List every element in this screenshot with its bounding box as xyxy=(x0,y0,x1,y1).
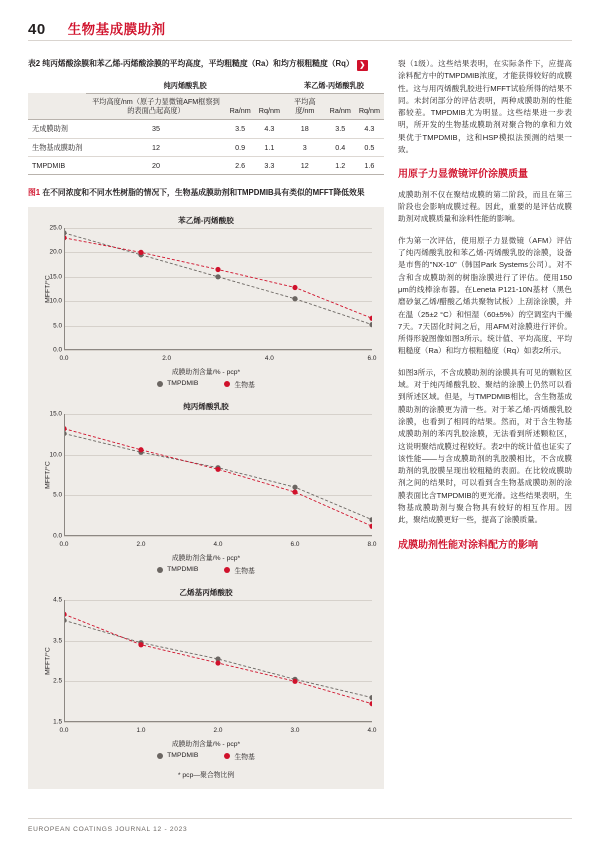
table-group-styrene-acrylic: 苯乙烯-丙烯酸乳胶 xyxy=(284,78,384,93)
table-row xyxy=(28,138,384,156)
row-label: TMPDMIB xyxy=(28,156,86,174)
chart-y-tick: 2.5 xyxy=(53,677,62,685)
chart-gridline xyxy=(64,350,372,351)
table-col-0 xyxy=(28,93,86,119)
header-divider xyxy=(28,40,572,41)
legend-label: TMPDMIB xyxy=(167,380,199,388)
legend-item-biobased xyxy=(224,751,254,761)
chart-y-axis-label: MFFT/°C xyxy=(44,461,52,489)
chart-x-tick: 6.0 xyxy=(367,354,377,362)
running-title: 生物基成膜助剂 xyxy=(67,22,166,37)
chart-plot-area xyxy=(44,410,377,548)
chart-plot-area xyxy=(44,596,377,734)
cell: 3 xyxy=(284,138,326,156)
chart-legend xyxy=(34,379,378,389)
legend-marker-icon xyxy=(157,753,163,759)
table-col-1: 平均高度/nm（原子力显微镜AFM框察到的表面凸起高度） xyxy=(92,96,220,116)
table-group-blank xyxy=(28,78,86,93)
pcp-footnote: * pcp—聚合物比例 xyxy=(177,771,235,779)
chart-pure-acrylic xyxy=(34,401,378,575)
cell: 0.9 xyxy=(226,138,255,156)
table-col-4: 平均高度/nm xyxy=(294,96,316,116)
right-column xyxy=(398,58,572,559)
table-row xyxy=(28,156,384,174)
legend-item-tmpdmib xyxy=(157,565,198,575)
chart-x-tick: 2.0 xyxy=(162,354,172,362)
chart-y-tick: 10.0 xyxy=(49,451,62,459)
cell: 2.6 xyxy=(226,156,255,174)
figure-caption-text: 在不同浓度和不同水性树脂的情况下，生物基成膜助剂和TMPDMIB具有类似的MFFT降低效果 xyxy=(42,188,365,198)
cell: 3.5 xyxy=(326,120,355,138)
chart-x-tick: 0.0 xyxy=(59,540,69,548)
paragraph-2: 成膜助剂不仅在聚结成膜的第二阶段，而且在第三阶段也会影响成膜过程。因此，重要的是评估成膜助剂对成膜质量和涂料性能的影响。 xyxy=(398,189,572,224)
legend-label: 生物基 xyxy=(234,753,255,761)
chart-gridline xyxy=(64,722,372,723)
table-row xyxy=(28,120,384,138)
results-table xyxy=(28,78,384,175)
cell: 3.3 xyxy=(255,156,284,174)
cell: 1.1 xyxy=(255,138,284,156)
chart-x-axis xyxy=(64,535,372,536)
section-heading-afm: 用原子力显微镜评价涂膜质量 xyxy=(398,169,528,181)
chart-x-tick: 0.0 xyxy=(59,726,69,734)
legend-marker-icon xyxy=(224,753,230,759)
chart-gridline xyxy=(64,536,372,537)
figure-caption xyxy=(28,187,384,199)
table-col-6: Rq/nm xyxy=(358,106,380,116)
chart-y-tick: 4.5 xyxy=(53,596,62,604)
cell: 18 xyxy=(284,120,326,138)
cell: 12 xyxy=(284,156,326,174)
chart-title: 苯乙烯-丙烯酸胶 xyxy=(178,215,234,225)
legend-label: 生物基 xyxy=(234,567,255,575)
chart-y-tick: 0.0 xyxy=(53,532,62,540)
chart-y-tick: 1.5 xyxy=(53,718,62,726)
chart-x-tick: 0.0 xyxy=(59,354,69,362)
cell: 0.4 xyxy=(326,138,355,156)
chart-y-axis-label: MFFT/°C xyxy=(44,275,52,303)
chart-title: 纯丙烯酸乳胶 xyxy=(183,401,229,411)
paragraph-1: 裂（1级）。这些结果表明，在实际条件下，应提高涂料配方中的TMPDMIB浓度，才能获得较好的成膜性。这与用丙烯酸乳胶进行MFFT试验所得的结果不同。未封闭部分的评估表明，两种成膜助剂的性能都较差。TMPDMIB尤为明显。这些结果进一步表明，所开发的生物基成膜助剂对聚合物的拿和力效果优于TMPDMIB，这和HSP模拟法预测的结果一致。 xyxy=(398,59,572,155)
cell: 12 xyxy=(86,138,225,156)
legend-label: 生物基 xyxy=(234,381,255,389)
chart-x-tick: 4.0 xyxy=(213,540,223,548)
paragraph-3: 作为第一次评估，使用原子力显微镜（AFM）评估了纯丙烯酸乳胶和苯乙烯-丙烯酸乳胶的涂膜，设备是市售的"NX-10"（韩国Park Systems公司）。对不含和含成膜助剂的树脂涂膜进行了评估。使用150 μm的线棒涂布器。在Leneta P121-10N基材（黑色磨砂氯乙烯/醋酸乙烯共聚物试板）上刮涂涂膜，并在温（25±2 °C）和恒湿（60±5%）的空调室内干燥7天。7天固化时间之后，用AFM对涂膜进行评价。所得形貌图像如图3所示。统计值、平均高度、平均粗糙度（Ra）和均方根粗糙度（Rq）如表2所示。 xyxy=(398,235,572,356)
chart-x-tick: 2.0 xyxy=(136,540,146,548)
chart-styrene-acrylic xyxy=(34,215,378,389)
chart-y-tick: 15.0 xyxy=(49,410,62,418)
chart-y-axis xyxy=(64,414,65,536)
legend-item-biobased xyxy=(224,379,254,389)
figure-panel xyxy=(28,207,384,789)
chart-y-tick: 5.0 xyxy=(53,491,62,499)
cell: 4.3 xyxy=(355,120,384,138)
chart-x-axis xyxy=(64,349,372,350)
chart-x-axis-label: 成膜助剂含量/% - pcp* xyxy=(171,554,241,562)
chart-y-axis-label: MFFT/°C xyxy=(44,647,52,675)
footer-text: EUROPEAN COATINGS JOURNAL 12 - 2023 xyxy=(28,826,188,833)
chart-x-tick: 1.0 xyxy=(136,726,146,734)
chart-y-tick: 5.0 xyxy=(53,322,62,330)
chart-series-layer xyxy=(64,600,372,722)
chart-x-tick: 2.0 xyxy=(213,726,223,734)
cell: 0.5 xyxy=(355,138,384,156)
chart-legend xyxy=(34,565,378,575)
table-caption xyxy=(28,58,384,71)
section-heading-formulation: 成膜助剂性能对涂料配方的影响 xyxy=(398,539,538,551)
cell: 1.6 xyxy=(355,156,384,174)
chart-y-axis xyxy=(64,228,65,350)
cell: 35 xyxy=(86,120,225,138)
page-header xyxy=(28,18,572,38)
chart-y-tick: 25.0 xyxy=(49,224,62,232)
chart-y-tick: 3.5 xyxy=(53,637,62,645)
chart-x-tick: 6.0 xyxy=(290,540,300,548)
chart-y-tick: 0.0 xyxy=(53,346,62,354)
cell: 20 xyxy=(86,156,225,174)
chart-y-tick: 15.0 xyxy=(49,273,62,281)
table-group-pure-acrylic: 纯丙烯酸乳胶 xyxy=(86,78,284,93)
table-caption-text: 表2 纯丙烯酸涂膜和苯乙烯-丙烯酸涂膜的平均高度，平均粗糙度（Ra）和均方根粗糙度（Rq） xyxy=(28,59,354,68)
cell: 1.2 xyxy=(326,156,355,174)
legend-item-biobased xyxy=(224,565,254,575)
chart-x-axis-label: 成膜助剂含量/% - pcp* xyxy=(171,740,241,748)
arrow-icon: ❯ xyxy=(357,60,368,71)
chart-y-tick: 20.0 xyxy=(49,248,62,256)
chart-vinyl-acrylic xyxy=(34,587,378,761)
chart-plot-area xyxy=(44,224,377,362)
legend-marker-icon xyxy=(157,381,163,387)
figure-number: 图1 xyxy=(28,188,41,198)
page-number: 40 xyxy=(28,21,46,38)
footer-divider xyxy=(28,818,572,819)
table-col-2: Ra/nm xyxy=(229,106,251,116)
left-column xyxy=(28,58,384,789)
paragraph-4: 如图3所示，不含成膜助剂的涂膜具有可见的颗粒区域。对于纯丙烯酸乳胶、聚结的涂膜上仍然可以看到所述区域。但是，与TMPDMIB相比，含生物基成膜助剂的涂膜更为清一些。对于苯乙烯-丙烯酸乳胶涂膜，也看到了相同的结果。然而，对于含生物基成膜助剂的苯丙乳胶涂膜，无法看到所述颗粒区，这说明聚结成膜过程较好。表2中的统计值也证实了该性能——与含成膜助剂的乳胶膜相比，不含成膜助剂的乳胶膜呈现出较粗糙的表面。在比较成膜助剂之间的结果时，可以看到含生物基成膜助剂的涂膜表面比含TMPDMIB的更光滑。这些结果表明，生物基成膜助剂与聚合物具有较好的相互作用。因此，聚结成膜更好一些，提高了涂膜质量。 xyxy=(398,367,572,525)
legend-item-tmpdmib xyxy=(157,751,198,761)
chart-x-tick: 8.0 xyxy=(367,540,377,548)
legend-label: TMPDMIB xyxy=(167,752,199,760)
legend-item-tmpdmib xyxy=(157,379,198,389)
row-label: 无成膜助剂 xyxy=(28,120,86,138)
chart-y-tick: 10.0 xyxy=(49,297,62,305)
chart-x-tick: 4.0 xyxy=(367,726,377,734)
legend-marker-icon xyxy=(224,381,230,387)
row-label: 生物基成膜助剂 xyxy=(28,138,86,156)
legend-marker-icon xyxy=(224,567,230,573)
chart-series-layer xyxy=(64,414,372,536)
chart-x-axis xyxy=(64,721,372,722)
cell: 3.5 xyxy=(226,120,255,138)
chart-title: 乙烯基丙烯酸胶 xyxy=(179,587,233,597)
chart-y-axis xyxy=(64,600,65,722)
chart-x-tick: 4.0 xyxy=(264,354,274,362)
chart-x-axis-label: 成膜助剂含量/% - pcp* xyxy=(171,368,241,376)
chart-series-layer xyxy=(64,228,372,350)
table-col-3: Rq/nm xyxy=(258,106,280,116)
legend-marker-icon xyxy=(157,567,163,573)
cell: 4.3 xyxy=(255,120,284,138)
chart-x-tick: 3.0 xyxy=(290,726,300,734)
legend-label: TMPDMIB xyxy=(167,566,199,574)
chart-legend xyxy=(34,751,378,761)
table-col-5: Ra/nm xyxy=(329,106,351,116)
